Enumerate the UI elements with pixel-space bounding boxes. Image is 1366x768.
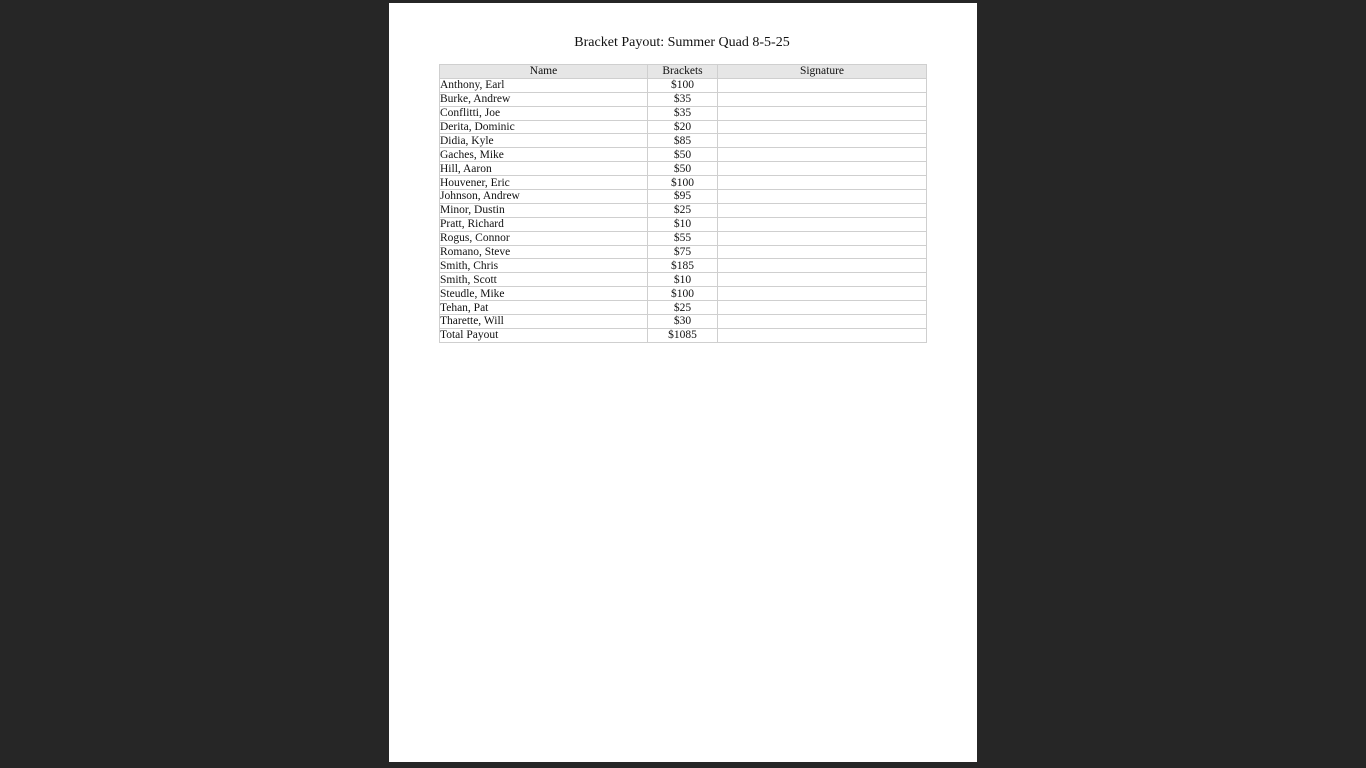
cell-brackets: $35 [648, 92, 718, 106]
table-row [440, 148, 927, 162]
table-header-row [440, 65, 927, 79]
table-row [440, 217, 927, 231]
cell-signature [718, 203, 927, 217]
table-row [440, 203, 927, 217]
table-body [440, 78, 927, 342]
cell-brackets: $10 [648, 217, 718, 231]
total-row [440, 328, 927, 342]
cell-name: Conflitti, Joe [440, 106, 648, 120]
table-row [440, 106, 927, 120]
cell-brackets: $100 [648, 176, 718, 190]
cell-brackets: $85 [648, 134, 718, 148]
cell-brackets: $75 [648, 245, 718, 259]
table-row [440, 190, 927, 204]
table-row [440, 162, 927, 176]
table-row [440, 134, 927, 148]
cell-signature [718, 190, 927, 204]
cell-name: Anthony, Earl [440, 78, 648, 92]
column-header-name: Name [440, 65, 648, 79]
cell-signature [718, 176, 927, 190]
cell-brackets: $50 [648, 148, 718, 162]
table-row [440, 176, 927, 190]
cell-name: Total Payout [440, 328, 648, 342]
cell-name: Tehan, Pat [440, 301, 648, 315]
table-row [440, 273, 927, 287]
cell-brackets: $35 [648, 106, 718, 120]
table-row [440, 120, 927, 134]
cell-name: Romano, Steve [440, 245, 648, 259]
cell-name: Didia, Kyle [440, 134, 648, 148]
cell-signature [718, 259, 927, 273]
cell-brackets: $185 [648, 259, 718, 273]
cell-name: Derita, Dominic [440, 120, 648, 134]
cell-signature [718, 301, 927, 315]
payout-table [439, 64, 927, 343]
cell-brackets: $25 [648, 301, 718, 315]
cell-brackets: $100 [648, 78, 718, 92]
cell-signature [718, 315, 927, 329]
cell-brackets: $50 [648, 162, 718, 176]
table-row [440, 301, 927, 315]
cell-brackets: $1085 [648, 328, 718, 342]
table-row [440, 92, 927, 106]
cell-signature [718, 148, 927, 162]
cell-signature [718, 120, 927, 134]
table-row [440, 259, 927, 273]
cell-name: Houvener, Eric [440, 176, 648, 190]
cell-name: Johnson, Andrew [440, 190, 648, 204]
cell-name: Smith, Chris [440, 259, 648, 273]
cell-brackets: $20 [648, 120, 718, 134]
table-row [440, 287, 927, 301]
table-row [440, 78, 927, 92]
cell-name: Steudle, Mike [440, 287, 648, 301]
cell-signature [718, 273, 927, 287]
cell-brackets: $95 [648, 190, 718, 204]
cell-signature [718, 78, 927, 92]
cell-brackets: $25 [648, 203, 718, 217]
cell-name: Pratt, Richard [440, 217, 648, 231]
cell-signature [718, 287, 927, 301]
cell-name: Minor, Dustin [440, 203, 648, 217]
column-header-signature: Signature [718, 65, 927, 79]
cell-brackets: $30 [648, 315, 718, 329]
cell-brackets: $10 [648, 273, 718, 287]
cell-name: Gaches, Mike [440, 148, 648, 162]
document-page [389, 3, 977, 762]
cell-name: Smith, Scott [440, 273, 648, 287]
cell-signature [718, 162, 927, 176]
cell-signature [718, 245, 927, 259]
cell-signature [718, 134, 927, 148]
table-row [440, 245, 927, 259]
cell-brackets: $100 [648, 287, 718, 301]
table-row [440, 231, 927, 245]
cell-name: Burke, Andrew [440, 92, 648, 106]
cell-brackets: $55 [648, 231, 718, 245]
cell-name: Hill, Aaron [440, 162, 648, 176]
cell-name: Tharette, Will [440, 315, 648, 329]
cell-signature [718, 217, 927, 231]
cell-signature [718, 106, 927, 120]
cell-name: Rogus, Connor [440, 231, 648, 245]
document-title: Bracket Payout: Summer Quad 8-5-25 [574, 35, 790, 50]
column-header-brackets: Brackets [648, 65, 718, 79]
table-row [440, 315, 927, 329]
cell-signature [718, 231, 927, 245]
cell-signature [718, 328, 927, 342]
cell-signature [718, 92, 927, 106]
